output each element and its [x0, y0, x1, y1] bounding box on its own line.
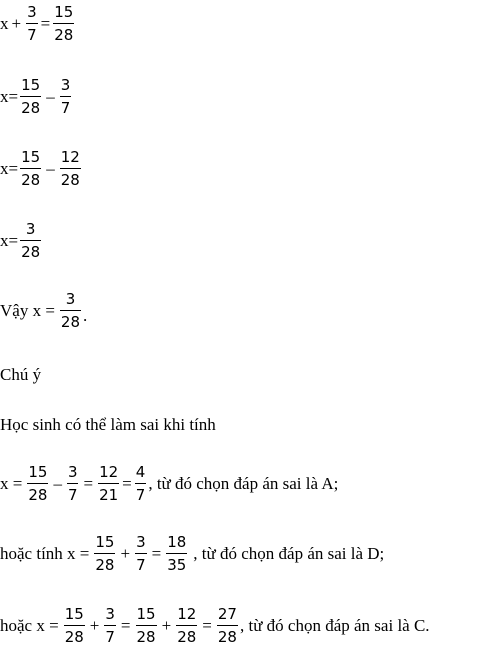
numerator: 4	[135, 463, 146, 481]
numerator: 15	[95, 533, 115, 551]
fraction	[92, 535, 117, 573]
numerator: 12	[60, 148, 80, 166]
plus-sign: +	[120, 544, 131, 563]
numerator: 3	[105, 605, 115, 623]
equals-sign: =	[202, 616, 212, 635]
error-line-a	[0, 465, 338, 503]
error-d-conclusion: , từ đó chọn đáp án sai là D;	[193, 544, 385, 563]
plus-sign: +	[11, 14, 22, 33]
equals-sign: =	[83, 474, 94, 493]
numerator: 15	[136, 605, 156, 623]
fraction	[62, 607, 87, 645]
denominator: 7	[60, 99, 71, 117]
fraction	[24, 5, 40, 43]
equals-sign: =	[120, 616, 131, 635]
denominator: 7	[135, 486, 146, 504]
fraction	[58, 150, 83, 188]
fraction	[133, 535, 149, 573]
fraction	[96, 465, 121, 503]
note-heading	[0, 365, 41, 385]
equals-sign: =	[40, 14, 51, 33]
denominator: 28	[217, 628, 237, 646]
denominator: 28	[60, 313, 81, 331]
denominator: 28	[177, 628, 197, 646]
error-c-conclusion: , từ đó chọn đáp án sai là C.	[239, 616, 430, 635]
fraction	[18, 150, 43, 188]
numerator: 18	[167, 533, 187, 551]
fraction	[65, 465, 81, 503]
denominator: 28	[21, 171, 41, 189]
numerator: 15	[64, 605, 84, 623]
denominator: 28	[95, 556, 115, 574]
denominator: 28	[136, 628, 156, 646]
numerator: 3	[27, 3, 37, 21]
conclusion-line	[0, 292, 87, 330]
fraction	[25, 465, 50, 503]
note-heading-text: Chú ý	[0, 365, 42, 384]
numerator: 3	[60, 76, 71, 94]
denominator: 35	[167, 556, 187, 574]
denominator: 28	[21, 243, 41, 261]
plus-sign: +	[89, 616, 100, 635]
minus-sign: –	[46, 87, 55, 106]
numerator: 12	[99, 463, 119, 481]
denominator: 7	[136, 556, 146, 574]
numerator: 15	[54, 3, 74, 21]
equation-step-2	[0, 78, 73, 116]
denominator: 28	[21, 99, 41, 117]
plus-sign: +	[161, 616, 172, 635]
fraction	[164, 535, 189, 573]
denominator: 7	[105, 628, 115, 646]
equals-sign: =	[122, 474, 132, 493]
numerator: 15	[21, 76, 41, 94]
numerator: 15	[28, 463, 48, 481]
lhs-x: x=	[0, 159, 19, 178]
denominator: 21	[99, 486, 119, 504]
equation-step-1	[0, 5, 76, 43]
lhs-x: hoặc tính x =	[0, 544, 90, 563]
denominator: 28	[60, 171, 80, 189]
equation-step-3	[0, 150, 83, 188]
denominator: 28	[28, 486, 48, 504]
note-intro-text: Học sinh có thể làm sai khi tính	[0, 415, 216, 434]
fraction	[215, 607, 240, 645]
numerator: 12	[177, 605, 197, 623]
lhs-x: x =	[0, 474, 23, 493]
denominator: 28	[64, 628, 84, 646]
equals-sign: =	[151, 544, 162, 563]
numerator: 3	[136, 533, 146, 551]
equation-step-4	[0, 222, 43, 260]
variable-x: x	[0, 14, 9, 33]
fraction	[51, 5, 76, 43]
error-a-conclusion: , từ đó chọn đáp án sai là A;	[148, 474, 339, 493]
fraction	[102, 607, 118, 645]
numerator: 15	[21, 148, 41, 166]
conclusion-prefix: Vậy x =	[0, 301, 55, 320]
numerator: 3	[25, 220, 36, 238]
fraction	[133, 465, 149, 503]
error-line-c	[0, 607, 430, 645]
denominator: 28	[54, 26, 74, 44]
note-intro	[0, 415, 216, 435]
minus-sign: –	[53, 474, 62, 493]
fraction	[18, 78, 43, 116]
period: .	[83, 306, 88, 325]
numerator: 3	[67, 463, 78, 481]
numerator: 27	[217, 605, 237, 623]
denominator: 7	[67, 486, 78, 504]
lhs-x: hoặc x =	[0, 616, 59, 635]
fraction	[58, 78, 74, 116]
minus-sign: –	[46, 159, 55, 178]
error-line-d	[0, 535, 384, 573]
fraction	[18, 222, 43, 260]
fraction	[58, 292, 83, 330]
fraction	[134, 607, 159, 645]
lhs-x: x=	[0, 231, 19, 250]
numerator: 3	[65, 290, 76, 308]
denominator: 7	[27, 26, 37, 44]
fraction	[174, 607, 199, 645]
lhs-x: x=	[0, 87, 19, 106]
